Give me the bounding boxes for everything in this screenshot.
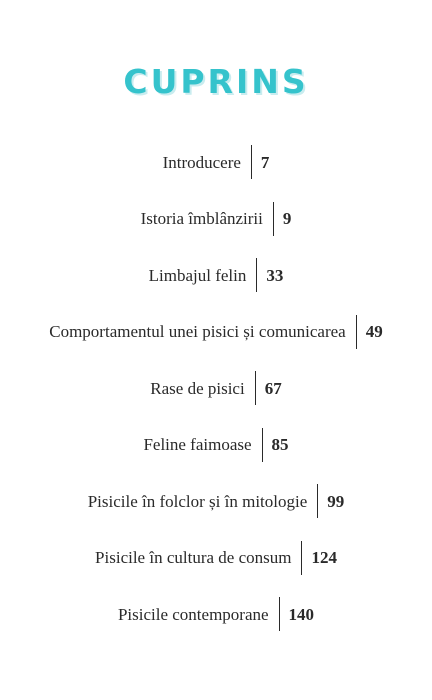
toc-entry-page-number: 67: [264, 378, 282, 398]
toc-entry-separator: [256, 258, 257, 292]
toc-entry-separator: [255, 371, 256, 405]
toc-entry-title: Limbajul felin: [148, 265, 247, 285]
toc-entry-page-number: 124: [311, 548, 337, 568]
table-of-contents: [0, 134, 432, 643]
toc-entry-page-number: 99: [327, 491, 345, 511]
toc-entry-title: Istoria îmblânzirii: [140, 209, 263, 229]
toc-entry-title: Pisicile în cultura de consum: [95, 548, 292, 568]
toc-entry-page-number: 49: [365, 322, 383, 342]
toc-entry[interactable]: [0, 360, 432, 417]
toc-entry-separator: [356, 315, 357, 349]
toc-entry-page-number: 7: [260, 152, 270, 172]
toc-entry-title: Comportamentul unei pisici și comunicarea: [49, 322, 346, 342]
toc-entry-page-number: 140: [288, 604, 315, 624]
toc-entry-page-number: 9: [282, 209, 292, 229]
toc-entry[interactable]: [0, 134, 432, 191]
toc-entry[interactable]: [0, 586, 432, 643]
toc-entry-separator: [301, 541, 302, 575]
toc-entry-separator: [279, 597, 280, 631]
toc-entry[interactable]: [0, 247, 432, 304]
toc-entry[interactable]: [0, 417, 432, 474]
toc-entry-page-number: 33: [266, 265, 284, 285]
toc-entry-separator: [273, 202, 274, 236]
toc-entry-separator: [262, 428, 263, 462]
toc-entry-separator: [317, 484, 318, 518]
toc-entry-title: Introducere: [162, 152, 241, 172]
toc-entry[interactable]: [0, 304, 432, 361]
toc-entry-title: Pisicile contemporane: [117, 604, 269, 624]
toc-entry-title: Feline faimoase: [143, 435, 252, 455]
toc-entry-page-number: 85: [271, 435, 289, 455]
toc-entry[interactable]: [0, 191, 432, 248]
toc-entry-separator: [251, 145, 252, 179]
toc-entry[interactable]: [0, 473, 432, 530]
toc-entry[interactable]: [0, 530, 432, 587]
page-title: CUPRINS: [123, 62, 309, 101]
toc-entry-title: Pisicile în folclor și în mitologie: [87, 491, 308, 511]
toc-entry-title: Rase de pisici: [150, 378, 245, 398]
